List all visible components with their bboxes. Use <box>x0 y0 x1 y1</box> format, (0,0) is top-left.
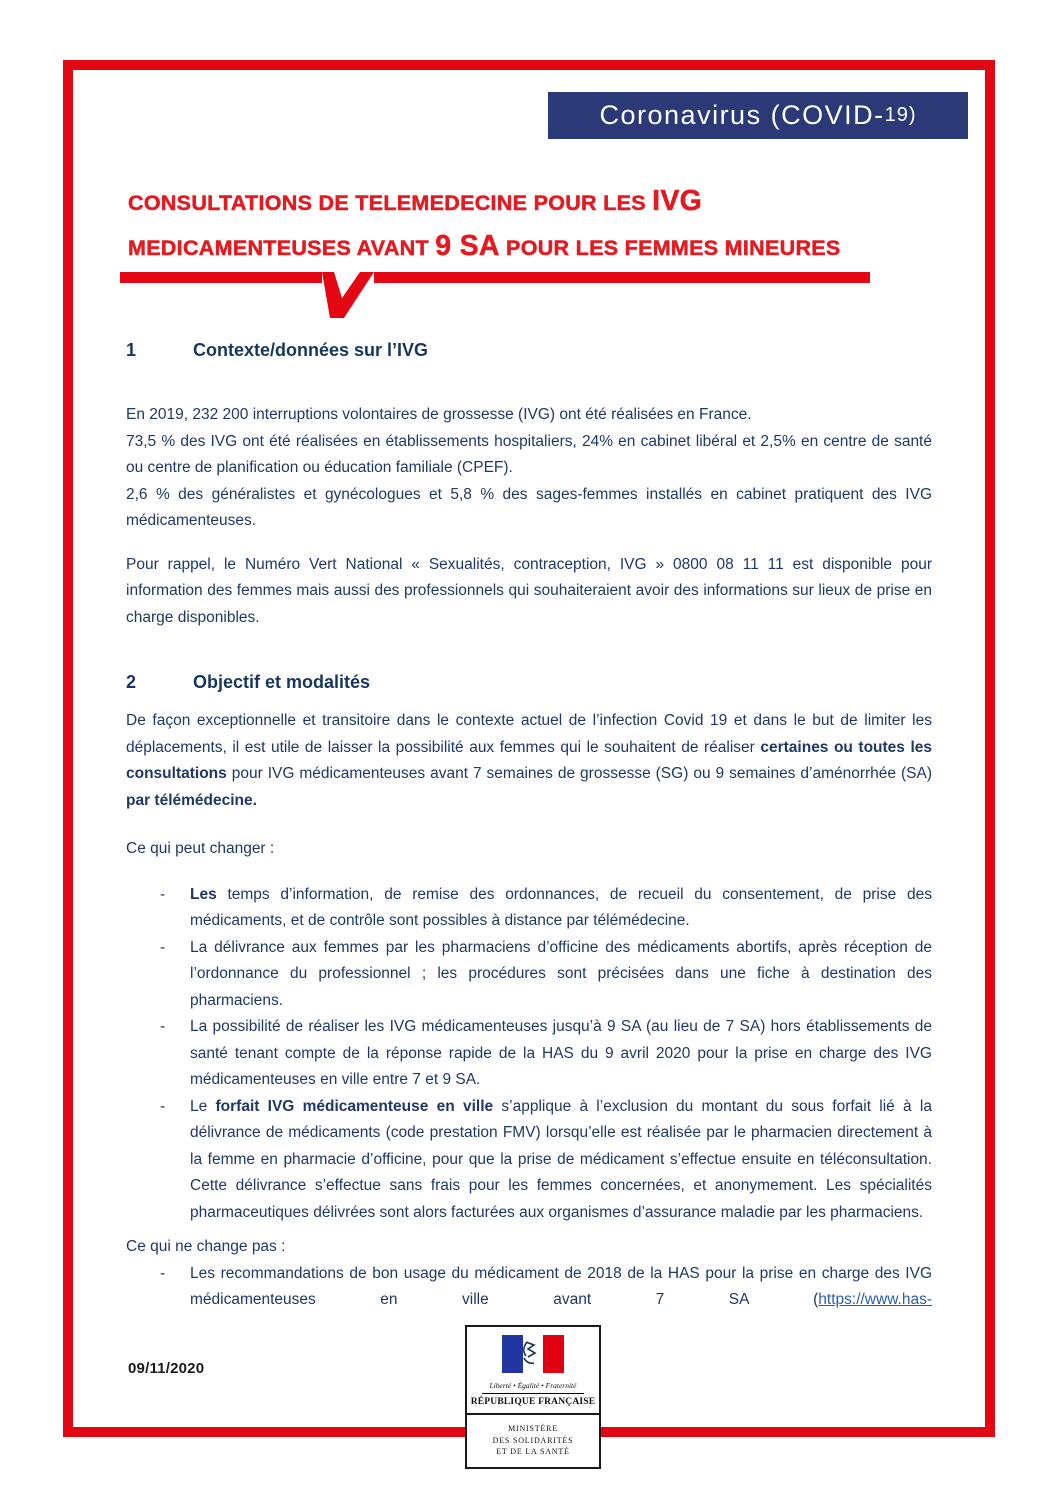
government-logo <box>465 1325 601 1469</box>
section-2-heading <box>126 670 932 694</box>
section-1-heading <box>126 338 932 362</box>
title-text-emphasis: 9 SA <box>435 230 500 262</box>
banner-text-small: 19) <box>884 104 917 126</box>
body-text: s’applique à l’exclusion du montant du sous forfait lié à la délivrance de médicaments (code prestation FMV) lorsqu’elle est réalisée par le pharmacien directement à la femme en pharmacie d’officine, pour que la prise de médicament s’effectue ensuite en téléconsultation. Cette délivrance s’effectue sans frais pour les femmes concernées, et anonymement. Les spécialités pharmaceutiques délivrées sont alors facturées aux organismes d’assurance maladie par les pharmaciens. <box>190 1097 932 1221</box>
ministry-line: DES SOLIDARITÉS <box>492 1435 574 1445</box>
paragraph-numero-vert: Pour rappel, le Numéro Vert National « Sexualités, contraception, IVG » 0800 08 11 11 est disponible pour information des femmes mais aussi des professionnels qui souhaiteraient avoir des informations sur lieux de prise en charge disponibles. <box>126 555 932 626</box>
marianne-flag-icon <box>502 1335 564 1373</box>
ministry-line: ET DE LA SANTÉ <box>496 1447 570 1456</box>
title-line-1 <box>128 181 928 226</box>
bullet-dash: - <box>160 885 166 903</box>
list-item-text <box>190 1261 932 1314</box>
paragraph-stats-1: En 2019, 232 200 interruptions volontaires de grossesse (IVG) ont été réalisées en France. <box>126 406 752 423</box>
list-item <box>126 1014 932 1094</box>
no-changes-list <box>126 1261 932 1314</box>
bullet-dash: - <box>160 1018 166 1035</box>
label-changes: Ce qui peut changer : <box>126 840 275 857</box>
body-text: La délivrance aux femmes par les pharmaciens d’officine des médicaments abortifs, après réception de l’ordonnance du professionnel ; les procédures sont précisées dans une fiche à destination des pharmaciens. <box>190 938 932 1009</box>
banner-text: Coronavirus (COVID- <box>599 100 885 130</box>
body-text: De façon exceptionnelle et transitoire dans le contexte actuel de l’infection Covid 19 et dans le but de limiter les déplacements, il est utile de laisser la possibilité aux femmes qui le souhaitent de réaliser <box>126 712 932 756</box>
ministry-line: MINISTÈRE <box>508 1424 558 1433</box>
bullet-dash: - <box>160 1264 166 1282</box>
list-item <box>126 935 932 1015</box>
body-text: pour IVG médicamenteuses avant 7 semaines de grossesse (SG) ou 9 semaines d’aménorrhée (SA) <box>226 765 932 782</box>
paragraph-stats-3: 2,6 % des généralistes et gynécologues et 5,8 % des sages-femmes installés en cabinet pratiquent des IVG médicamenteuses. <box>126 485 932 529</box>
paragraph-stats-2: 73,5 % des IVG ont été réalisées en établissements hospitaliers, 24% en cabinet libéral et 2,5% en centre de santé ou centre de planification ou éducation familiale (CPEF). <box>126 432 932 476</box>
title-line-2 <box>128 226 928 271</box>
bullet-dash: - <box>160 938 166 956</box>
body-text-bold: Les <box>190 885 217 903</box>
motto-divider <box>482 1393 584 1394</box>
label-no-changes: Ce qui ne change pas : <box>126 1238 286 1255</box>
list-item-text <box>190 1094 932 1227</box>
body-text-bold: par télémédecine. <box>126 791 257 809</box>
title-text-emphasis: IVG <box>652 185 703 217</box>
document-title <box>128 181 928 271</box>
list-item <box>126 1094 932 1227</box>
paragraph-objectif <box>126 708 932 814</box>
title-text: CONSULTATIONS DE TELEMEDECINE POUR LES <box>128 191 653 215</box>
bullet-dash: - <box>160 1097 166 1115</box>
section-number: 2 <box>126 672 137 692</box>
list-item-text <box>190 1014 932 1094</box>
body-text: Le <box>190 1097 216 1115</box>
ministry-name-block <box>467 1413 599 1467</box>
republique-francaise-label: RÉPUBLIQUE FRANÇAISE <box>470 1397 596 1407</box>
body-text: temps d’information, de remise des ordonnances, de recueil du consentement, de prise des médicaments, et de contrôle sont possibles à distance par télémédecine. <box>190 885 932 929</box>
covid-banner <box>548 92 968 139</box>
republique-francaise-block <box>467 1327 599 1413</box>
list-item-text <box>190 882 932 935</box>
section-title: Contexte/données sur l’IVG <box>193 340 429 360</box>
title-text: MEDICAMENTEUSES AVANT <box>128 236 436 260</box>
document-date: 09/11/2020 <box>128 1360 205 1377</box>
section-title: Objectif et modalités <box>193 672 371 692</box>
changes-list <box>126 882 932 1227</box>
body-text-bold: certaines ou toutes les consultations <box>126 738 932 782</box>
body-text: Les recommandations de bon usage du médicament de 2018 de la HAS pour la prise en charge des IVG médicamenteuses en ville avant 7 SA ( <box>190 1264 932 1308</box>
list-item <box>126 1261 932 1314</box>
red-underline-checkmark-icon <box>120 272 870 320</box>
body-text-bold: forfait IVG médicamenteuse en ville <box>215 1097 494 1115</box>
motto-text: Liberté • Égalité • Fraternité <box>489 1381 577 1390</box>
list-item <box>126 882 932 935</box>
has-website-link[interactable]: https://www.has- <box>818 1291 932 1308</box>
body-text: La possibilité de réaliser les IVG médicamenteuses jusqu’à 9 SA (au lieu de 7 SA) hors établissements de santé tenant compte de la réponse rapide de la HAS du 9 avril 2020 pour la prise en charge des IVG médicamenteuses en ville entre 7 et 9 SA. <box>190 1018 932 1088</box>
section-number: 1 <box>126 340 137 360</box>
title-text: POUR LES FEMMES MINEURES <box>499 236 841 260</box>
list-item-text <box>190 935 932 1015</box>
document-body <box>126 338 932 1314</box>
